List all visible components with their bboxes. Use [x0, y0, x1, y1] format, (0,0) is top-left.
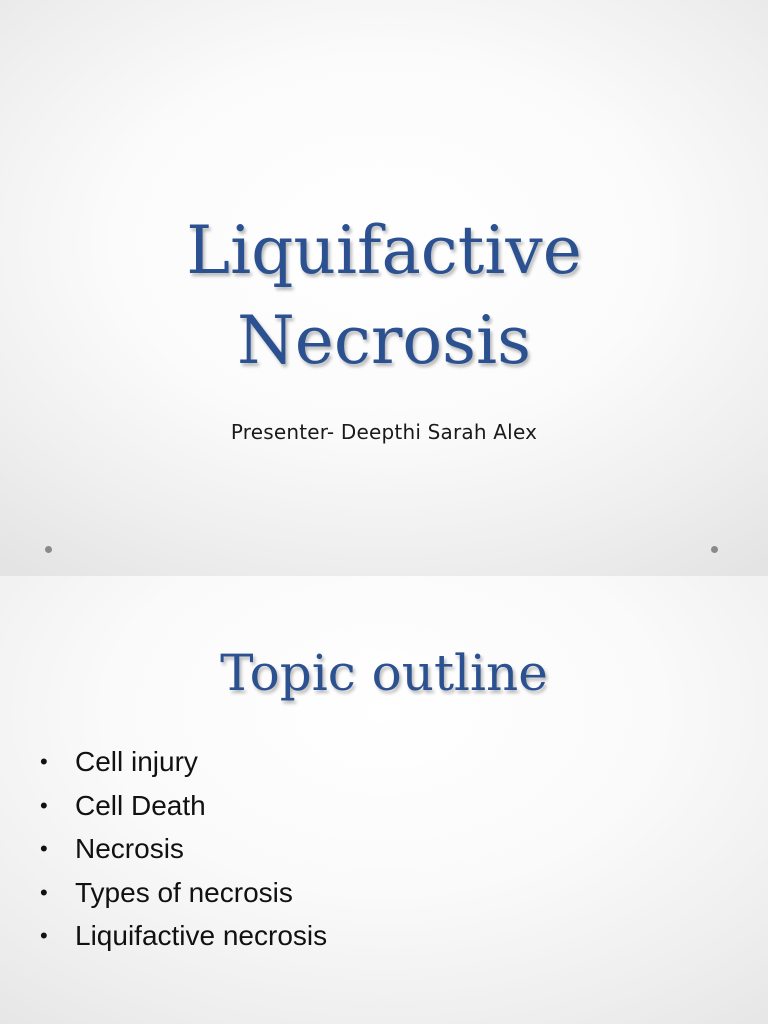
list-item-text: Liquifactive necrosis: [75, 920, 328, 951]
list-item: [40, 740, 327, 784]
outline-slide: [0, 576, 768, 1024]
list-item-text: Cell Death: [75, 789, 206, 821]
main-title: [0, 206, 768, 386]
bullet-icon: •: [40, 836, 48, 861]
bullet-icon: •: [40, 792, 48, 818]
outline-list: [40, 740, 327, 958]
bullet-dot-right-icon: [711, 546, 718, 553]
main-title-line1: Liquifactive: [186, 212, 582, 289]
bullet-icon: •: [40, 923, 48, 948]
main-title-line2: Necrosis: [237, 302, 531, 379]
list-item: [40, 871, 327, 915]
outline-title: Topic outline: [220, 644, 548, 702]
list-item: [40, 914, 327, 958]
list-item: [40, 827, 327, 871]
list-item-text: Types of necrosis: [75, 876, 293, 908]
list-item: [40, 784, 327, 828]
presenter-subtitle: Presenter- Deepthi Sarah Alex: [230, 420, 538, 444]
bullet-icon: •: [40, 749, 48, 774]
bullet-dot-left-icon: [45, 546, 52, 553]
bullet-icon: •: [40, 879, 48, 905]
list-item-text: Cell injury: [75, 746, 198, 777]
list-item-text: Necrosis: [75, 833, 184, 864]
